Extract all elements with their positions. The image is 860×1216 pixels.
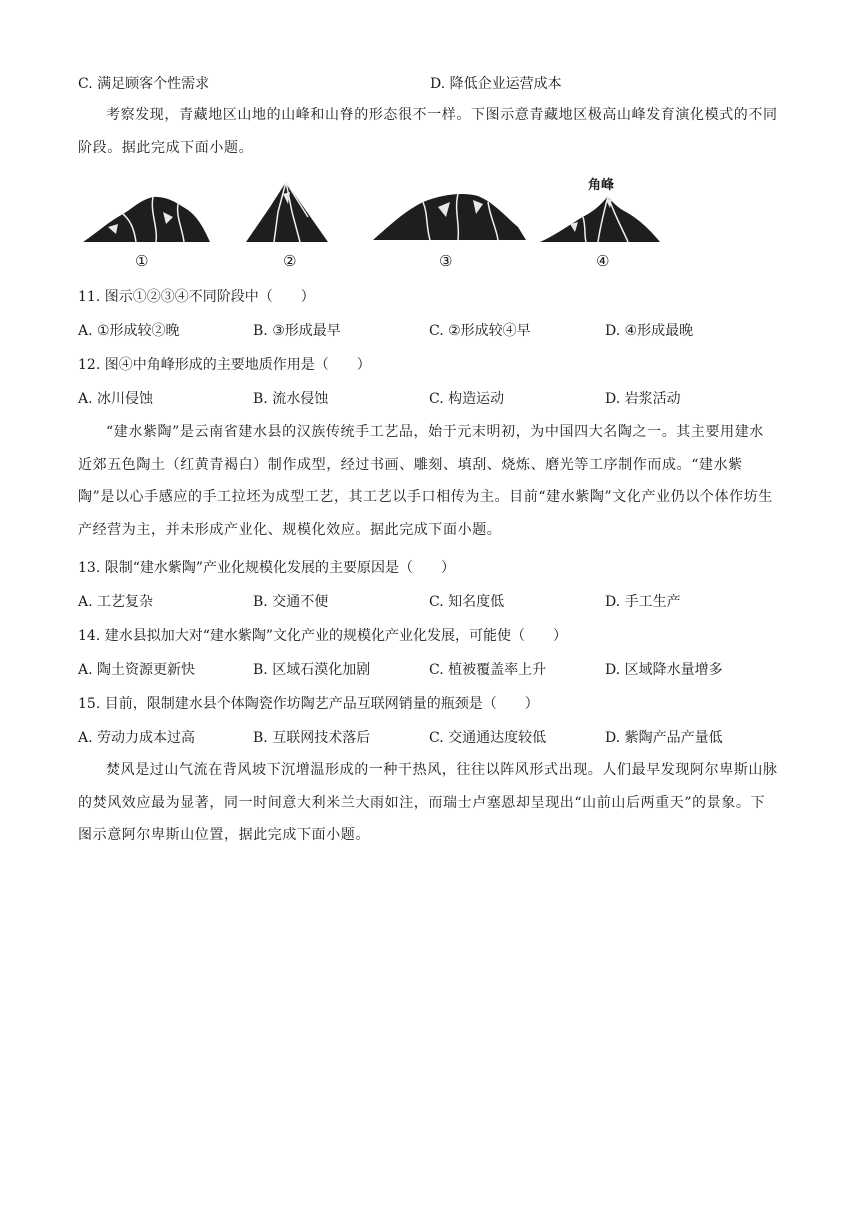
- stage-label-1: ①: [135, 252, 149, 270]
- intro-foehn-wind-passage: 焚风是过山气流在背风坡下沉增温形成的一种干热风，往往以阵风形式出现。人们最早发现阿尔卑斯山脉的焚风效应最为显著，同一时间意大利米兰大雨如注，而瑞士卢塞恩却呈现出“山前山后两重天”的景象。下图示意阿尔卑斯山位置，据此完成下面小题。: [78, 762, 778, 843]
- question-11-stem: 11. 图示①②③④不同阶段中（ ）: [78, 289, 315, 305]
- stage-label-4: ④: [596, 252, 610, 270]
- question-14-stem: 14. 建水县拟加大对“建水紫陶”文化产业的规模化产业化发展，可能使（ ）: [78, 628, 568, 644]
- question-14-option-c: C. 植被覆盖率上升: [429, 662, 547, 678]
- question-12-option-c: C. 构造运动: [429, 391, 505, 407]
- mountain-stage-4: [540, 196, 660, 242]
- question-14-option-b: B. 区域石漠化加剧: [253, 662, 371, 678]
- question-13-stem: 13. 限制“建水紫陶”产业化规模化发展的主要原因是（ ）: [78, 560, 456, 576]
- question-13-option-b: B. 交通不便: [253, 594, 329, 610]
- mountain-stage-2: [246, 182, 328, 242]
- mountain-stages-figure: [78, 172, 678, 272]
- question-11-option-a: A. ①形成较②晚: [78, 323, 180, 339]
- prev-option-d: D. 降低企业运营成本: [430, 76, 562, 92]
- question-15-option-b: B. 互联网技术落后: [253, 730, 371, 746]
- mountain-stage-1: [83, 197, 210, 242]
- question-14-option-a: A. 陶土资源更新快: [78, 662, 196, 678]
- question-15-option-c: C. 交通通达度较低: [429, 730, 547, 746]
- question-14-option-d: D. 区域降水量增多: [605, 662, 723, 678]
- prev-option-c: C. 满足顾客个性需求: [78, 76, 210, 92]
- question-15-option-d: D. 紫陶产品产量低: [605, 730, 723, 746]
- intro-jianshui-pottery-passage: “建水紫陶”是云南省建水县的汉族传统手工艺品，始于元末明初，为中国四大名陶之一。其主要用建水近郊五色陶土（红黄青褐白）制作成型，经过书画、雕刻、填刮、烧炼、磨光等工序制作而成。“建水紫陶”是以心手感应的手工拉坯为成型工艺，其工艺以手口相传为主。目前“建水紫陶”文化产业仍以个体作坊生产经营为主，并未形成产业化、规模化效应。据此完成下面小题。: [78, 424, 773, 538]
- question-12-option-d: D. 岩浆活动: [605, 391, 681, 407]
- question-12-option-b: B. 流水侵蚀: [253, 391, 329, 407]
- question-11-option-b: B. ③形成最早: [253, 323, 341, 339]
- mountain-stage-3: [373, 194, 526, 240]
- question-13-option-d: D. 手工生产: [605, 594, 681, 610]
- question-12-option-a: A. 冰川侵蚀: [78, 391, 154, 407]
- question-11-option-d: D. ④形成最晚: [605, 323, 694, 339]
- question-13-option-c: C. 知名度低: [429, 594, 505, 610]
- stage-label-2: ②: [283, 252, 297, 270]
- question-12-stem: 12. 图④中角峰形成的主要地质作用是（ ）: [78, 357, 371, 373]
- stage-label-3: ③: [439, 252, 453, 270]
- question-15-option-a: A. 劳动力成本过高: [78, 730, 196, 746]
- question-13-option-a: A. 工艺复杂: [78, 594, 154, 610]
- question-11-option-c: C. ②形成较④早: [429, 323, 531, 339]
- horn-peak-label: 角峰: [588, 178, 615, 193]
- question-15-stem: 15. 目前，限制建水县个体陶瓷作坊陶艺产品互联网销量的瓶颈是（ ）: [78, 696, 539, 712]
- intro-mountain-passage: 考察发现，青藏地区山地的山峰和山脊的形态很不一样。下图示意青藏地区极高山峰发育演化模式的不同阶段。据此完成下面小题。: [78, 107, 778, 156]
